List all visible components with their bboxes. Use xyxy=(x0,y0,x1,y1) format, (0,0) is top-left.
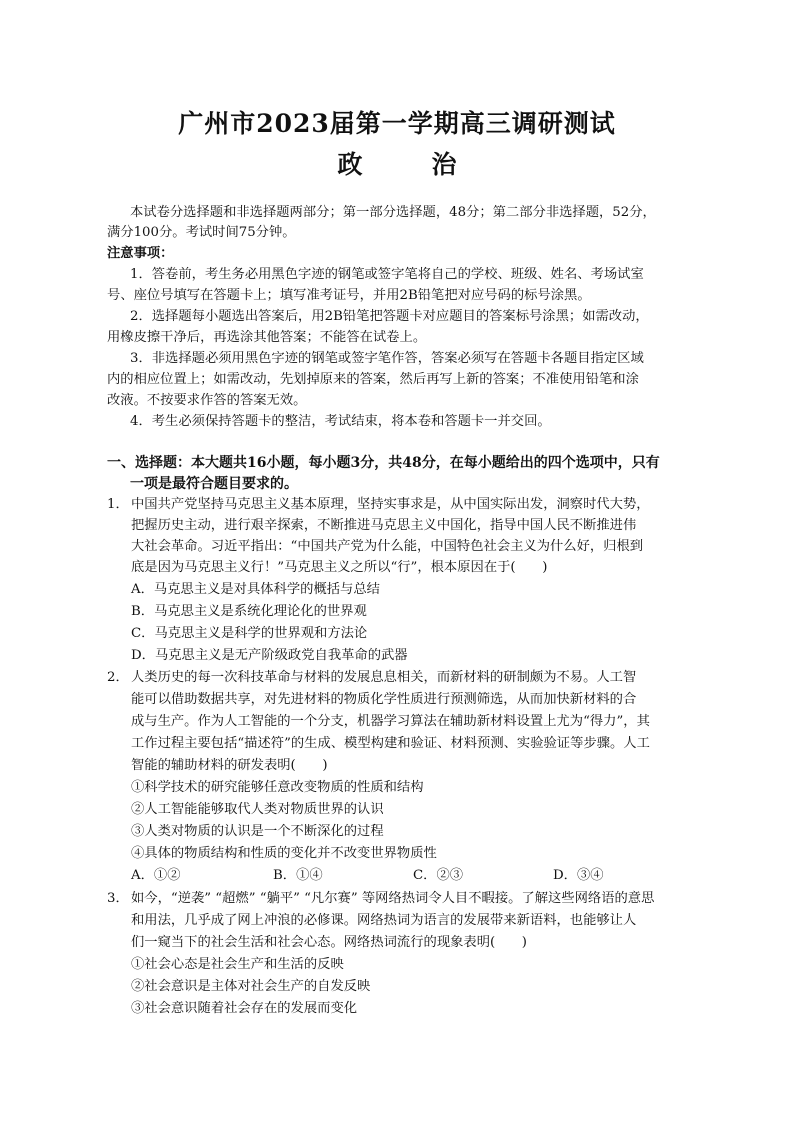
subject-title: 政 治 xyxy=(337,150,479,179)
question-stem: 人类历史的每一次科技革命与材料的发展息息相关，而新材料的研制颇为不易。人工智 xyxy=(131,670,637,685)
notice-item: 用橡皮擦干净后，再选涂其他答案；不能答在试卷上。 xyxy=(107,330,427,345)
notice-item: 改液。不按要求作答的答案无效。 xyxy=(107,393,307,408)
notice-item: 3．非选择题必须用黑色字迹的钢笔或签字笔作答，答案必须写在答题卡各题目指定区域 xyxy=(130,351,644,366)
question-number: 2． xyxy=(107,670,129,685)
statement-item: ④具体的物质结构和性质的变化并不改变世界物质性 xyxy=(131,846,437,861)
statement-item: ②社会意识是主体对社会生产的自发反映 xyxy=(131,979,371,994)
option-b: B．①④ xyxy=(273,868,323,883)
question-stem: 能可以借助数据共享，对先进材料的物质化学性质进行预测筛选，从而加快新材料的合 xyxy=(131,692,637,707)
notice-item: 号、座位号填写在答题卡上；填写准考证号，并用2B铅笔把对应号码的标号涂黑。 xyxy=(107,288,591,303)
intro-line: 本试卷分选择题和非选择题两部分；第一部分选择题，48分；第二部分非选择题，52分， xyxy=(130,205,656,220)
question-stem: 和用法，几乎成了网上冲浪的必修课。网络热词为语言的发展带来新语料，也能够让人 xyxy=(131,913,637,928)
exam-title: 广州市2023届第一学期高三调研测试 xyxy=(178,109,616,138)
section-heading: 一、选择题：本大题共16小题，每小题3分，共48分，在每小题给出的四个选项中，只有 xyxy=(107,455,660,471)
notice-item: 4．考生必须保持答题卡的整洁，考试结束，将本卷和答题卡一并交回。 xyxy=(130,414,551,429)
option-d: D．马克思主义是无产阶级政党自我革命的武器 xyxy=(131,648,408,663)
statement-item: ①社会心态是社会生产和生活的反映 xyxy=(131,957,344,972)
statement-item: ③社会意识随着社会存在的发展而变化 xyxy=(131,1001,358,1016)
question-stem: 们一窥当下的社会生活和社会心态。网络热词流行的现象表明( ) xyxy=(131,935,527,950)
question-stem: 中国共产党坚持马克思主义基本原理，坚持实事求是，从中国实际出发，洞察时代大势， xyxy=(131,497,650,512)
question-number: 1． xyxy=(107,497,129,512)
notice-item: 1．答卷前，考生务必用黑色字迹的钢笔或签字笔将自己的学校、班级、姓名、考场试室 xyxy=(130,267,644,282)
notice-heading: 注意事项： xyxy=(107,246,174,261)
statement-item: ②人工智能能够取代人类对物质世界的认识 xyxy=(131,802,384,817)
question-stem: 底是因为马克思主义行！”马克思主义之所以“行”，根本原因在于( ) xyxy=(131,560,548,575)
question-number: 3． xyxy=(107,891,129,906)
notice-item: 2．选择题每小题选出答案后，用2B铅笔把答题卡对应题目的答案标号涂黑；如需改动， xyxy=(130,309,649,324)
question-stem: 大社会革命。习近平指出：“中国共产党为什么能，中国特色社会主义为什么好，归根到 xyxy=(131,539,644,554)
option-a: A．①② xyxy=(131,868,181,883)
statement-item: ①科学技术的研究能够任意改变物质的性质和结构 xyxy=(131,780,424,795)
statement-item: ③人类对物质的认识是一个不断深化的过程 xyxy=(131,824,384,839)
option-b: B．马克思主义是系统化理论化的世界观 xyxy=(131,604,367,619)
question-stem: 如今，“逆袭” “超燃” “躺平” “凡尔赛” 等网络热词令人目不暇接。了解这些网络语的意思 xyxy=(131,891,655,906)
intro-line: 满分100分。考试时间75分钟。 xyxy=(107,225,296,240)
question-stem: 智能的辅助材料的研发表明( ) xyxy=(131,758,328,773)
question-stem: 把握历史主动，进行艰辛探索，不断推进马克思主义中国化，指导中国人民不断推进伟 xyxy=(131,518,637,533)
question-stem: 成与生产。作为人工智能的一个分支，机器学习算法在辅助新材料设置上尤为“得力”，其 xyxy=(131,714,650,729)
section-heading: 一项是最符合题目要求的。 xyxy=(130,476,298,492)
notice-item: 内的相应位置上；如需改动，先划掉原来的答案，然后再写上新的答案；不准使用铅笔和涂 xyxy=(107,372,639,387)
question-stem: 工作过程主要包括“描述符”的生成、模型构建和验证、材料预测、实验验证等步骤。人工 xyxy=(131,736,650,751)
option-a: A．马克思主义是对具体科学的概括与总结 xyxy=(131,582,380,597)
option-d: D．③④ xyxy=(553,868,604,883)
option-c: C．马克思主义是科学的世界观和方法论 xyxy=(131,626,368,641)
option-c: C．②③ xyxy=(413,868,464,883)
